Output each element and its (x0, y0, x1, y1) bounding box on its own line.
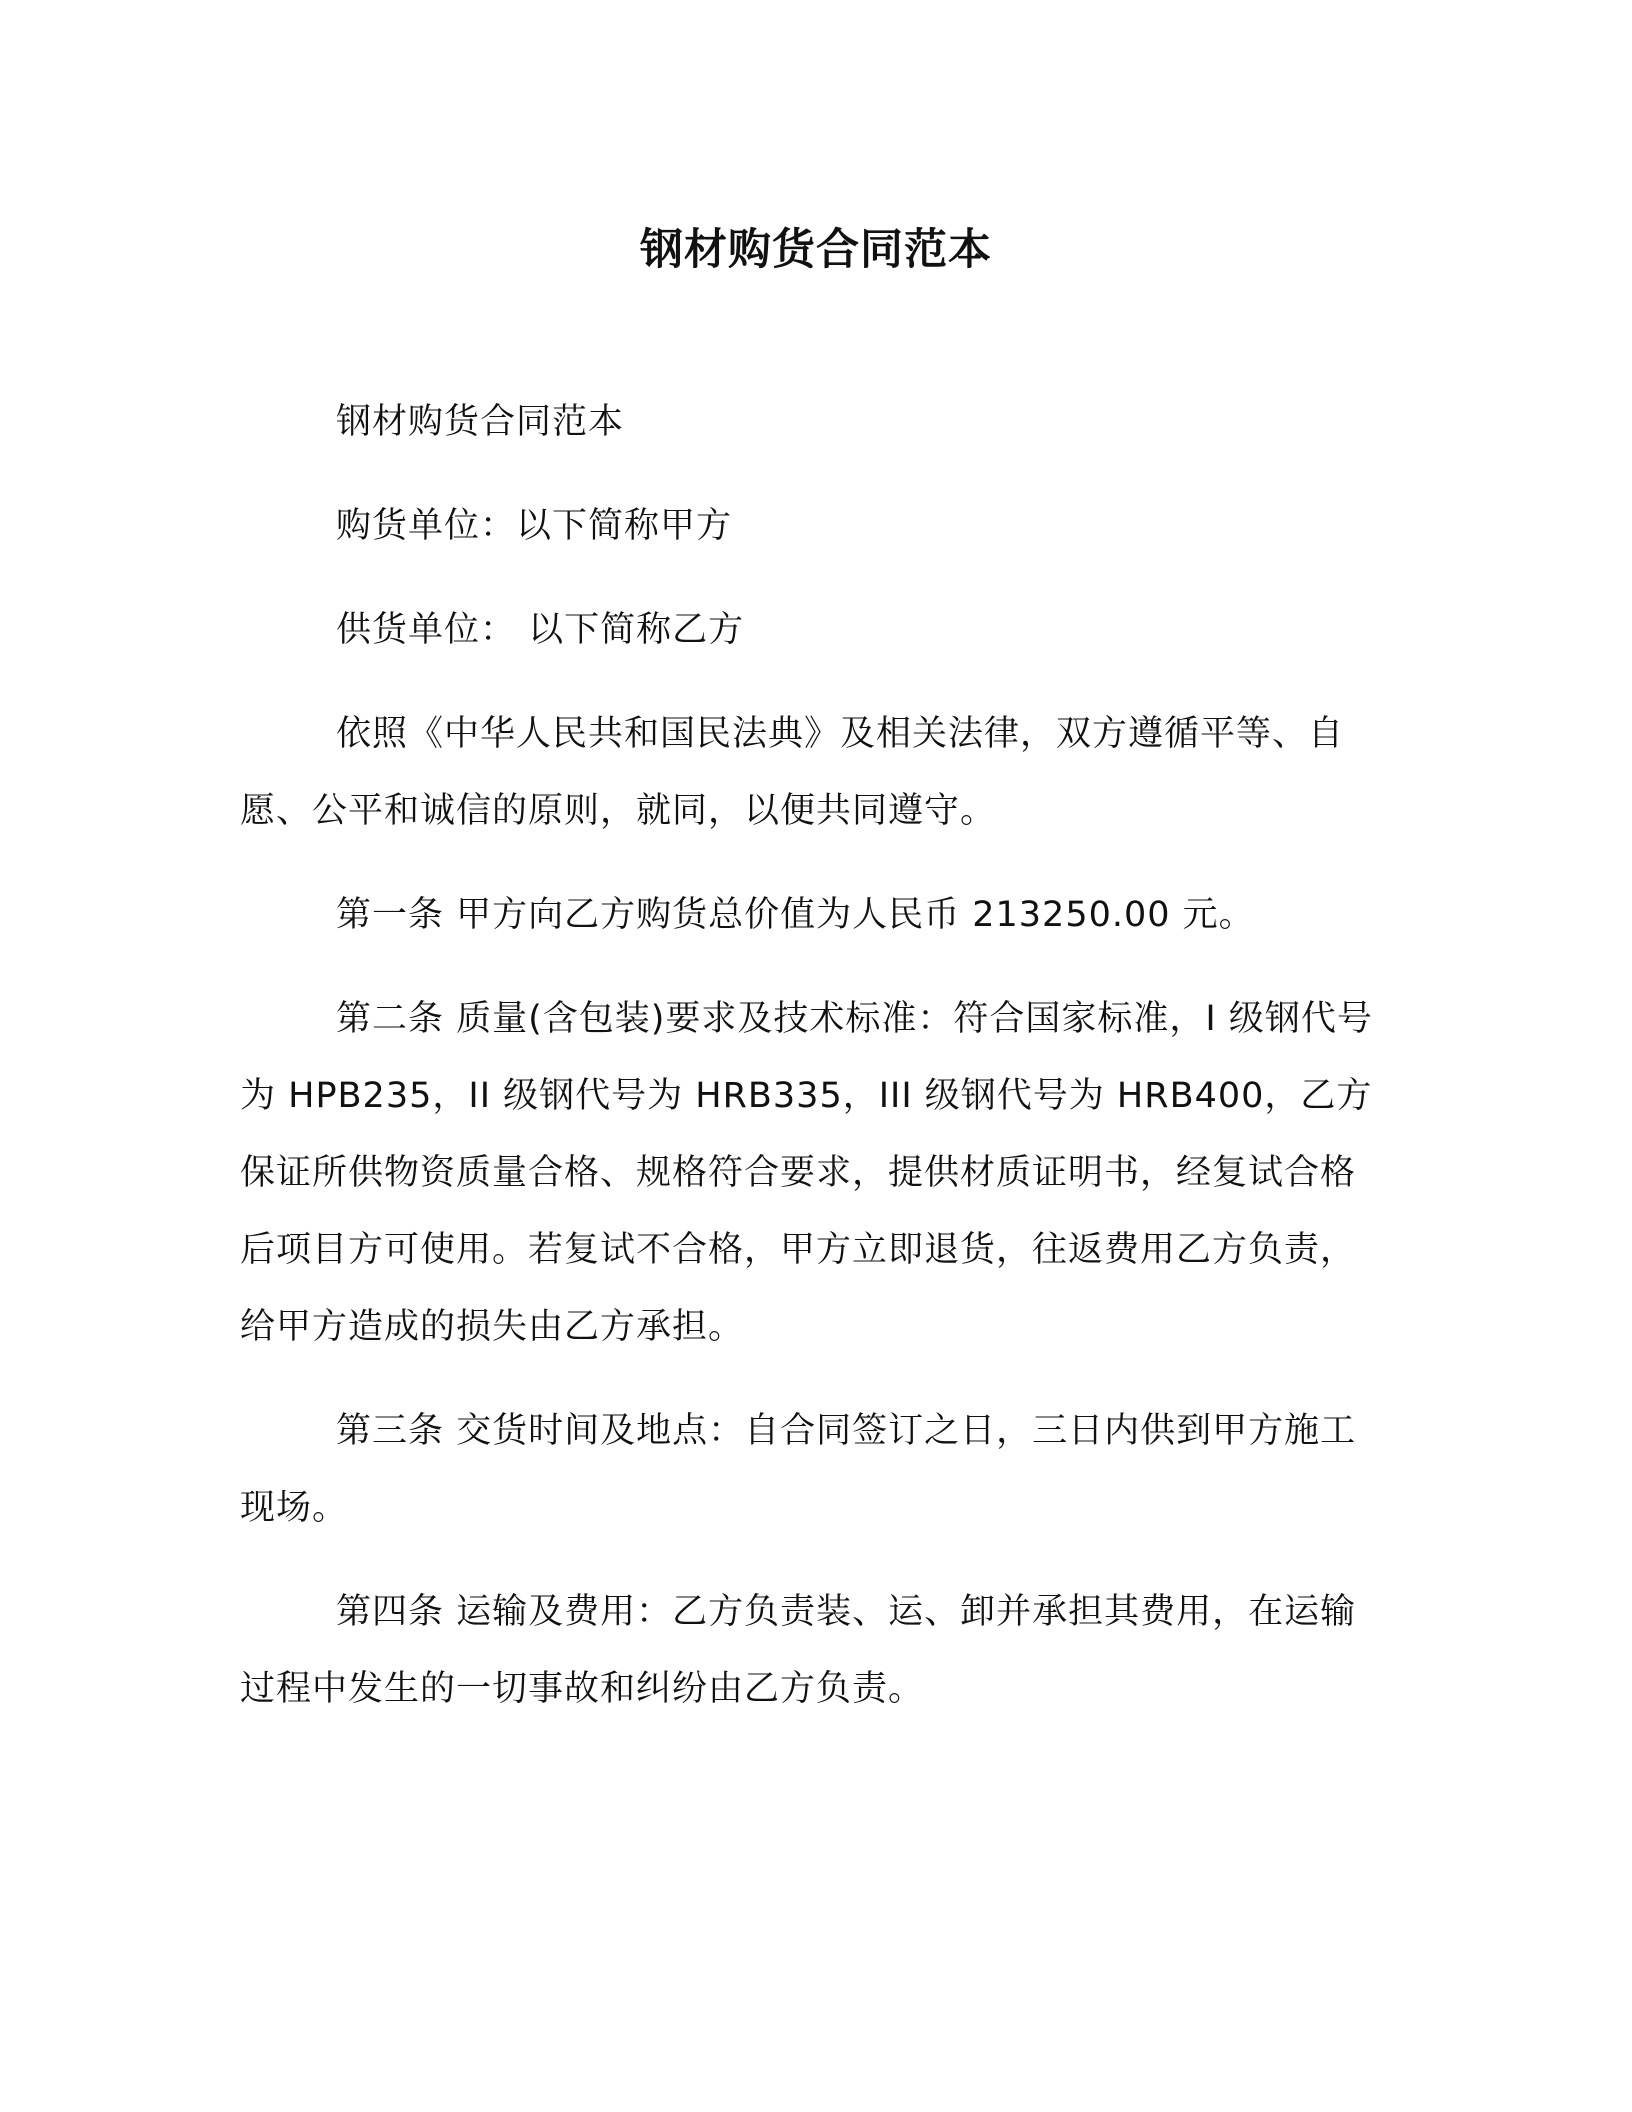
paragraph-article-3: 第三条 交货时间及地点：自合同签订之日，三日内供到甲方施工现场。 (240, 1411, 1357, 1528)
document-title: 钢材购货合同范本 (640, 225, 992, 275)
paragraph-article-4: 第四条 运输及费用：乙方负责装、运、卸并承担其费用，在运输过程中发生的一切事故和纠纷由乙方负责。 (240, 1592, 1357, 1709)
paragraph-preamble: 依照《中华人民共和国民法典》及相关法律，双方遵循平等、自愿、公平和诚信的原则，就同，以便共同遵守。 (240, 714, 1345, 831)
paragraph-article-2: 第二条 质量(含包装)要求及技术标准：符合国家标准，I 级钢代号为 HPB235，II 级钢代号为 HRB335，III 级钢代号为 HRB400，乙方保证所供物资质量合格、规格符合要求，提供材质证明书，经复试合格后项目方可使用。若复试不合格，甲方立即退货，往返费用乙方负责，给甲方造成的损失由乙方承担。 (240, 999, 1373, 1347)
paragraph-buyer: 购货单位：以下简称甲方 (336, 506, 733, 546)
paragraph-article-1: 第一条 甲方向乙方购货总价值为人民币 213250.00 元。 (336, 895, 1255, 935)
document-body (240, 384, 1380, 1755)
paragraph-supplier: 供货单位： 以下简称乙方 (336, 610, 745, 650)
paragraph-heading: 钢材购货合同范本 (336, 402, 625, 442)
